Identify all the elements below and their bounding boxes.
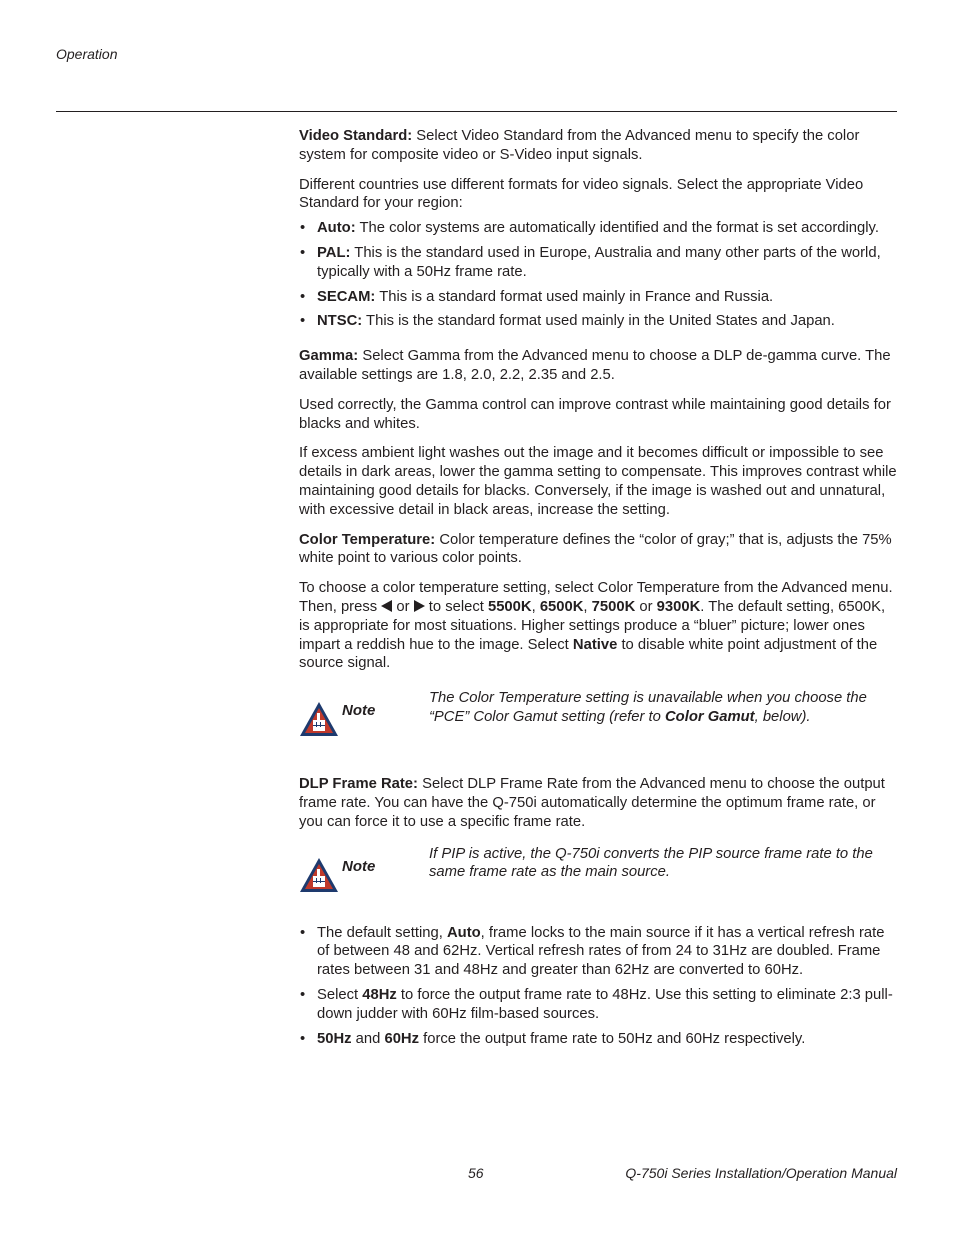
video-standard-paragraph: Video Standard: Select Video Standard from the Advanced menu to specify the color system for composite video or S-Video input signals.	[299, 128, 860, 163]
note-hand-icon	[299, 857, 339, 893]
dlp-frame-rate-term: DLP Frame Rate:	[299, 776, 418, 793]
running-header: Operation	[56, 46, 118, 62]
video-standard-list	[299, 219, 897, 331]
color-temperature-term: Color Temperature:	[299, 531, 436, 548]
dlp-frame-rate-paragraph: DLP Frame Rate: Select DLP Frame Rate from the Advanced menu to choose the output frame rate. You can have the Q-750i automatically determine the optimum frame rate, or you can force it to use a specific frame rate.	[299, 776, 885, 830]
video-standard-intro: Different countries use different formats for video signals. Select the appropriate Video Standard for your region:	[299, 176, 864, 212]
note-hand-icon	[299, 701, 339, 737]
note-text: If PIP is active, the Q-750i converts the PIP source frame rate to the same frame rate as the main source.	[429, 845, 873, 881]
page-content	[299, 127, 897, 1059]
list-item: • Auto: The color systems are automatically identified and the format is set accordingly.	[299, 219, 897, 238]
color-temperature-paragraph: Color Temperature: Color temperature defines the “color of gray;” that is, adjusts the 75% white point to various color points.	[299, 531, 892, 567]
page-number: 56	[468, 1165, 484, 1181]
list-item: • NTSC: This is the standard format used mainly in the United States and Japan.	[299, 312, 897, 331]
frame-rate-list	[299, 924, 897, 1049]
left-arrow-icon	[381, 600, 392, 612]
manual-title: Q-750i Series Installation/Operation Manual	[625, 1165, 897, 1181]
gamma-paragraph-3: If excess ambient light washes out the image and it becomes difficult or impossible to see details in dark areas, lower the gamma setting to compensate. This improves contrast while maintaining good details for blacks. Conversely, if the image is washed out and unnatural, with excessive detail in black areas, increase the setting.	[299, 445, 897, 518]
note-text: The Color Temperature setting is unavailable when you choose the “PCE” Color Gamut setting (refer to Color Gamut, below).	[429, 690, 867, 725]
gamma-paragraph: Gamma: Select Gamma from the Advanced menu to choose a DLP de-gamma curve. The available settings are 1.8, 2.0, 2.2, 2.35 and 2.5.	[299, 348, 891, 383]
note-callout	[299, 690, 897, 775]
gamma-term: Gamma:	[299, 348, 359, 365]
note-label: Note	[342, 702, 376, 720]
list-item: • SECAM: This is a standard format used mainly in France and Russia.	[299, 288, 897, 307]
right-arrow-icon	[414, 600, 425, 612]
header-rule	[56, 111, 897, 112]
video-standard-term: Video Standard:	[299, 128, 413, 144]
list-item: • The default setting, Auto, frame locks to the main source if it has a vertical refresh rate of between 48 and 62Hz. Vertical refresh rates of from 24 to 31Hz are doubled. Frame rates between 31 and 48Hz and greater than 62Hz are converted to 60Hz.	[299, 924, 897, 980]
list-item: • Select 48Hz to force the output frame rate to 48Hz. Use this setting to eliminate 2:3 pull-down judder with 60Hz film-based sources.	[299, 986, 897, 1024]
color-temperature-paragraph-2: To choose a color temperature setting, select Color Temperature from the Advanced menu. Then, press or to select 5500K, 6500K, 7500K or 9300K. The default setting, 6500K, is appropriate for most situations. Higher settings produce a “bluer” picture; lower ones impart a reddish hue to the image. Select Native to disable white point adjustment of the source signal.	[299, 580, 893, 672]
list-item: • PAL: This is the standard used in Europe, Australia and many other parts of the world, typically with a 50Hz frame rate.	[299, 244, 897, 282]
note-label: Note	[342, 857, 376, 875]
gamma-paragraph-2: Used correctly, the Gamma control can improve contrast while maintaining good details for blacks and whites.	[299, 396, 891, 432]
note-callout	[299, 845, 897, 924]
list-item: • 50Hz and 60Hz force the output frame rate to 50Hz and 60Hz respectively.	[299, 1030, 897, 1049]
